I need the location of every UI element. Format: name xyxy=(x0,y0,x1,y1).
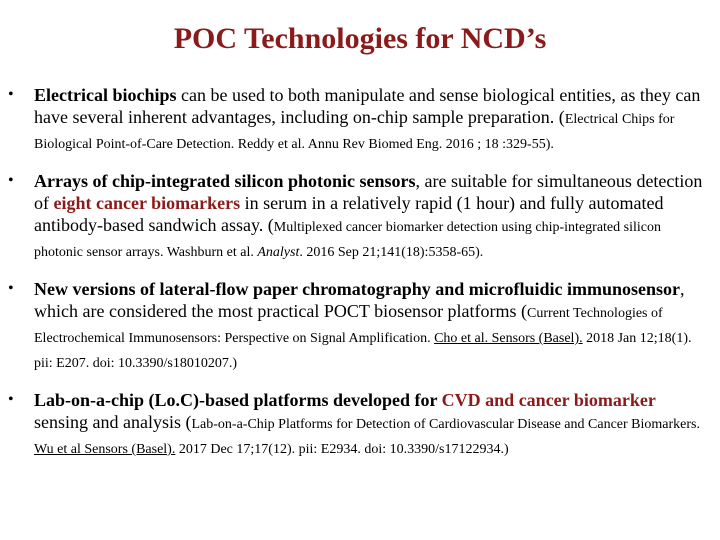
bullet-text: , which are considered the most practical POCT biosensor platforms ( xyxy=(34,279,685,321)
bullet-reference-link[interactable]: Wu et al Sensors (Basel). xyxy=(34,442,176,457)
bullet-reference: 2018 Jan 12;18(1). pii: E207. doi: 10.3390/s18010207.) xyxy=(34,331,692,371)
bullet-text: can be used to both manipulate and sense biological entities, as they can have several inherent advantages, including on-chip sample preparation. ( xyxy=(34,85,701,127)
bullet-reference: Current Technologies of Electrochemical Immunosensors: Perspective on Signal Amplification. xyxy=(34,306,663,346)
bullet-text: sensing and analysis ( xyxy=(34,412,192,432)
bullet-item-electrical-biochips xyxy=(6,84,711,156)
bullet-item-lab-on-a-chip xyxy=(6,389,711,461)
bullet-dot-icon: • xyxy=(8,86,14,103)
bullet-dot-icon: • xyxy=(8,391,14,408)
bullet-text: in serum in a relatively rapid (1 hour) and fully automated antibody-based sandwich assay. ( xyxy=(34,193,664,235)
bullet-dot-icon: • xyxy=(8,172,14,189)
bullet-highlight: CVD and cancer biomarker xyxy=(441,390,656,410)
bullet-item-photonic-sensors xyxy=(6,170,711,264)
bullet-highlight: eight cancer biomarkers xyxy=(53,193,241,213)
bullet-dot-icon: • xyxy=(8,280,14,297)
bullet-bold-lead: Arrays of chip-integrated silicon photonic sensors xyxy=(34,171,416,191)
bullet-reference: 2017 Dec 17;17(12). pii: E2934. doi: 10.3390/s17122934.) xyxy=(175,442,509,457)
bullet-bold-lead: Electrical biochips xyxy=(34,85,177,105)
bullet-bold-lead: Lab-on-a-chip (Lo.C)-based platforms developed for xyxy=(34,390,442,410)
bullet-reference: Lab-on-a-Chip Platforms for Detection of Cardiovascular Disease and Cancer Biomarkers. xyxy=(191,417,700,432)
slide-title: POC Technologies for NCD’s xyxy=(173,22,547,55)
bullet-reference-journal: Analyst xyxy=(257,245,300,260)
bullet-reference-link[interactable]: Cho et al. Sensors (Basel). xyxy=(434,331,583,346)
bullet-list xyxy=(6,84,711,475)
bullet-item-lateral-flow xyxy=(6,278,711,375)
bullet-reference: . 2016 Sep 21;141(18):5358-65). xyxy=(299,245,484,260)
bullet-bold-lead: New versions of lateral-flow paper chromatography and microfluidic immunosensor xyxy=(34,279,680,299)
bullet-reference: Electrical Chips for Biological Point-of-Care Detection. Reddy et al. Annu Rev Biomed Eng. 2016 ; 18 :329-55). xyxy=(34,112,675,152)
bullet-text: , are suitable for simultaneous detection of xyxy=(34,171,703,213)
bullet-reference: Multiplexed cancer biomarker detection using chip-integrated silicon photonic sensor arrays. Washburn et al. xyxy=(34,220,661,260)
